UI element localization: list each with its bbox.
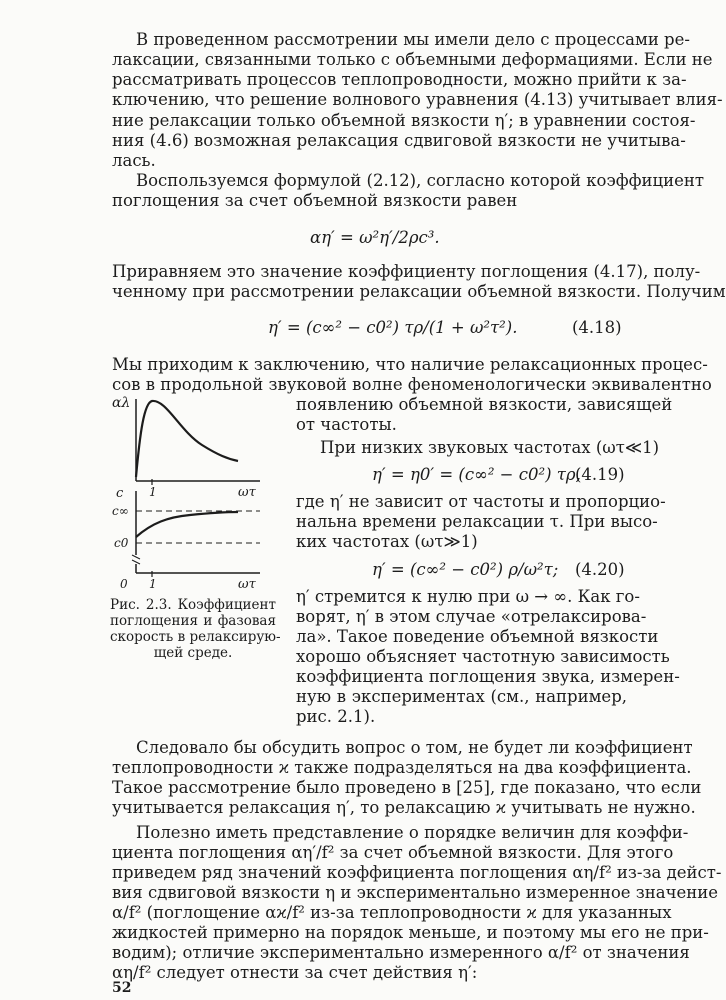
absorption-curve [136,401,238,477]
text-line: нальна времени релаксации τ. При высо- [296,512,658,531]
page-number: 52 [112,980,132,996]
figure-caption: Рис. 2.3. Коэффициент [110,597,276,613]
text-line: сов в продольной звуковой волне феноменологически эквивалентно [112,375,712,394]
text-line: Следовало бы обсудить вопрос о том, не будет ли коэффициент [136,738,693,757]
phase-velocity-curve [136,512,238,537]
text-line: коэффициента поглощения звука, измерен- [296,667,680,686]
text-line: ла». Такое поведение объемной вязкости [296,627,659,646]
equation-4-20: η′ = (c∞² − c0²) ρ/ω²τ; [372,560,559,579]
text-line: приведем ряд значений коэффициента поглощения αη/f² из-за дейст- [112,863,722,882]
text-line: ворят, η′ в этом случае «отрелаксирова- [296,607,647,626]
equation-number: (4.19) [575,465,625,484]
top-y-label: αλ [112,395,131,411]
text-line: Полезно иметь представление о порядке величин для коэффи- [136,823,689,842]
text-line: рассматривать процессов теплопроводности, можно прийти к за- [112,70,687,89]
text-line: лась. [112,151,156,170]
text-line: При низких звуковых частотах (ωτ≪1) [320,438,660,457]
text-line: В проведенном рассмотрении мы имели дело с процессами ре- [136,30,690,49]
text-line: от частоты. [296,415,397,434]
text-line: хорошо объясняет частотную зависимость [296,647,670,666]
text-line: рис. 2.1). [296,707,376,726]
text-line: циента поглощения αη′/f² за счет объемной вязкости. Для этого [112,843,674,862]
text-line: ние релаксации только объемной вязкости η′; в уравнении состоя- [112,111,696,130]
text-line: Воспользуемся формулой (2.12), согласно которой коэффициент [136,171,705,190]
equation-number: (4.20) [575,560,625,579]
bot-x-label: ωτ [238,577,256,592]
text-line: лаксации, связанными только с объемными деформациями. Если не [112,50,713,69]
text-line: Такое рассмотрение было проведено в [25], где показано, что если [112,778,702,797]
text-line: α/f² (поглощение αϰ/f² из-за теплопроводности ϰ для указанных [112,903,672,922]
axis-break [132,555,140,559]
text-line: ключению, что решение волнового уравнения (4.13) учитывает влия- [112,90,723,109]
text-line: учитывается релаксация η′, то релаксацию ϰ учитывать не нужно. [112,798,696,817]
figure-caption: поглощения и фазовая [110,613,276,629]
text-line: Мы приходим к заключению, что наличие релаксационных процес- [112,355,708,374]
top-x-label: ωτ [238,485,256,500]
equation-number: (4.18) [572,318,622,337]
figure-caption: скорость в релаксирую- [110,629,281,645]
text-line: вия сдвиговой вязкости η и экспериментально измеренное значение [112,883,719,902]
bot-tick1-label: 1 [149,577,157,591]
figure-caption: щей среде. [153,645,233,661]
text-line: ния (4.6) возможная релаксация сдвиговой вязкости не учитыва- [112,131,686,150]
text-line: теплопроводности ϰ также подразделяться на два коэффициента. [112,758,692,777]
text-line: появлению объемной вязкости, зависящей [296,395,673,414]
equation-4-19: η′ = η0′ = (c∞² − c0²) τρ, [372,465,581,484]
text-line: η′ стремится к нулю при ω → ∞. Как го- [296,587,640,606]
text-line: αη/f² следует отнести за счет действия η′: [112,963,478,982]
relaxation-figure [110,393,290,603]
text-line: где η′ не зависит от частоты и пропорцио- [296,492,666,511]
text-line: ную в экспериментах (см., например, [296,687,627,706]
top-tick-label: 1 [149,485,157,499]
bot-tick0-label: 0 [120,577,128,591]
text-line: ких частотах (ωτ≫1) [296,532,478,551]
bot-y-label: c [116,486,124,501]
axis-break [132,560,140,564]
text-line: ченному при рассмотрении релаксации объемной вязкости. Получим [112,282,726,301]
c0-label: c0 [114,536,129,550]
equation-alpha: αη′ = ω²η′/2ρc³. [310,228,440,247]
text-line: поглощения за счет объемной вязкости равен [112,191,518,210]
text-line: водим); отличие экспериментально измеренного α/f² от значения [112,943,690,962]
c-inf-label: c∞ [112,504,129,518]
text-line: жидкостей примерно на порядок меньше, и поэтому мы его не при- [112,923,709,942]
equation-4-18: η′ = (c∞² − c0²) τρ/(1 + ω²τ²). [268,318,518,337]
text-line: Приравняем это значение коэффициенту поглощения (4.17), полу- [112,262,701,281]
